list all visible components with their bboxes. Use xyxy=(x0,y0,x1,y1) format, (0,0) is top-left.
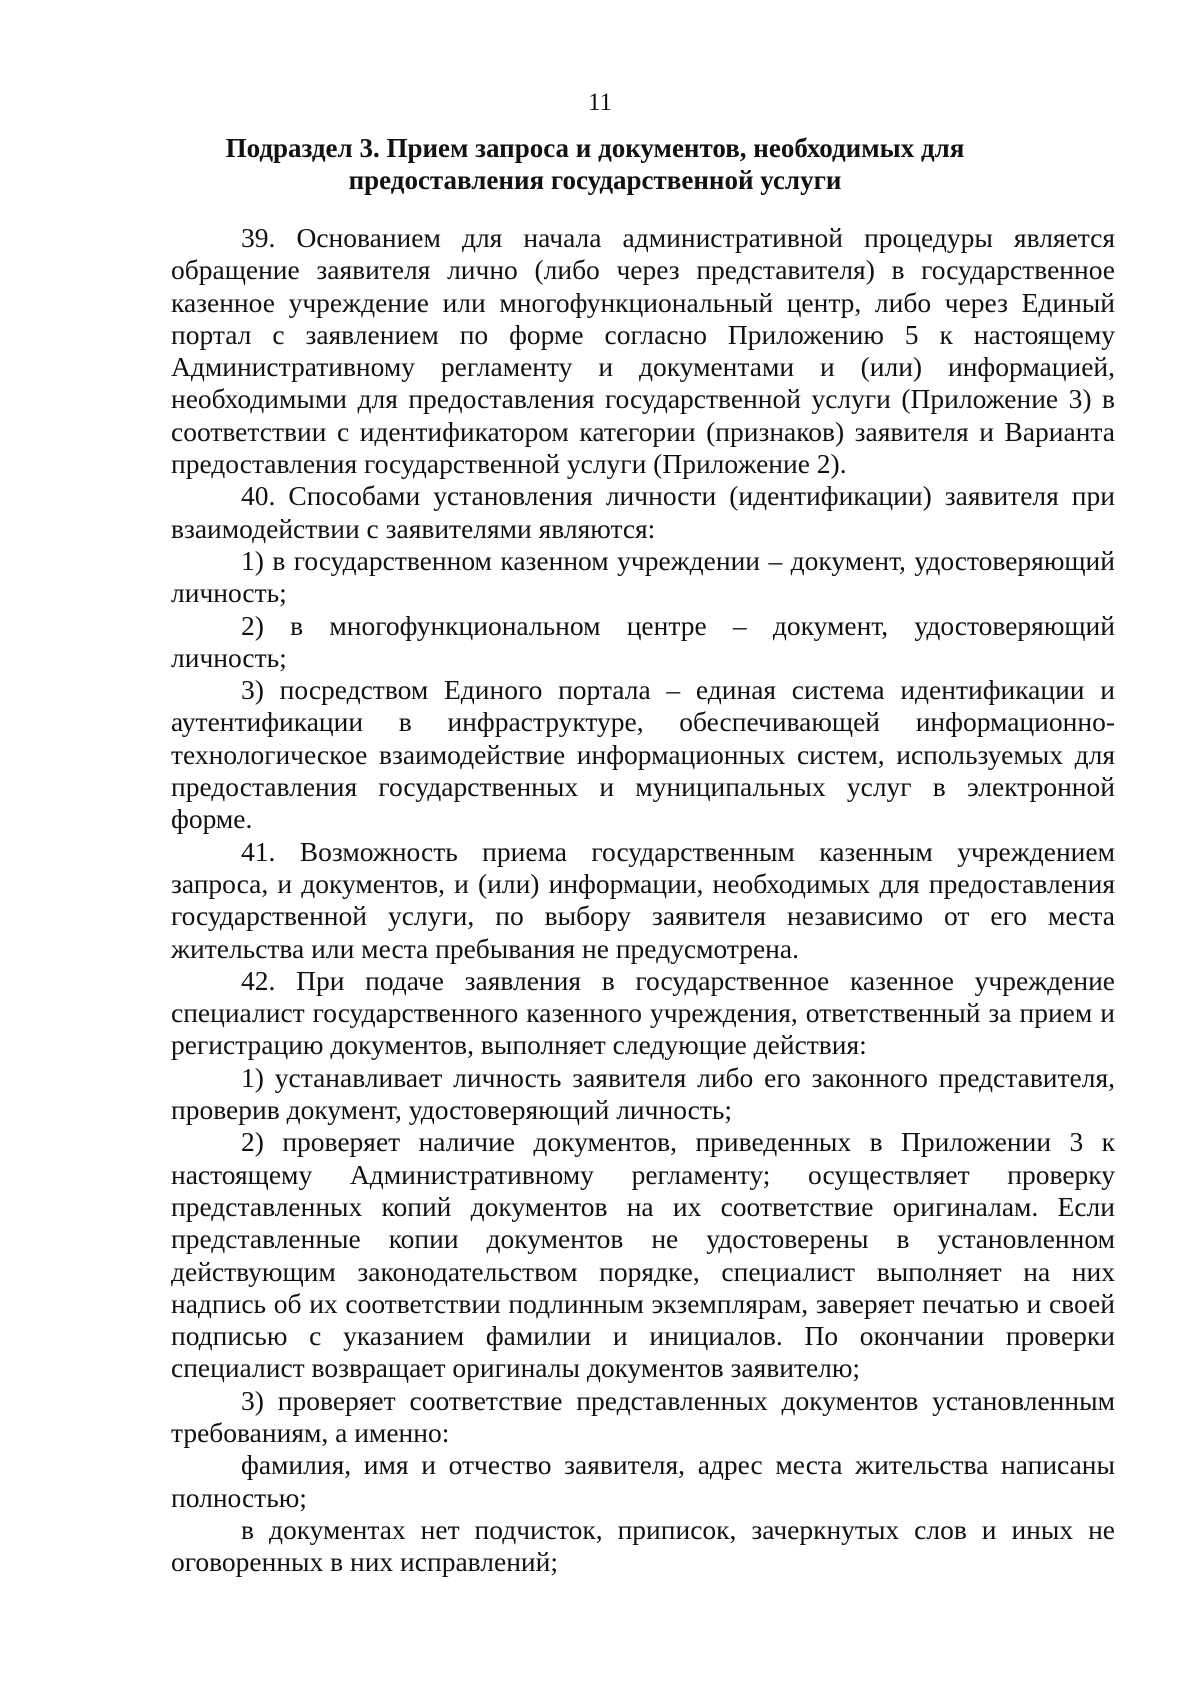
paragraph-42-item-2: 2) проверяет наличие документов, приведенных в Приложении 3 к настоящему Административному регламенту; осуществляет проверку представленных копий документов на их соответствие оригиналам. Если представленные копии документов не удостоверены в установленном действующим законодательством порядке, специалист выполняет на них надпись об их соответствии подлинным экземплярам, заверяет печатью и своей подписью с указанием фамилии и инициалов. По окончании проверки специалист возвращает оригиналы документов заявителю; xyxy=(171,1126,1115,1384)
paragraph-42-item-3: 3) проверяет соответствие представленных документов установленным требованиям, а именно: xyxy=(171,1384,1115,1448)
paragraph-41: 41. Возможность приема государственным казенным учреждением запроса, и документов, и (или) информации, необходимых для предоставления государственной услуги, по выбору заявителя независимо от его места жительства или места пребывания не предусмотрена. xyxy=(171,835,1115,964)
paragraph-39: 39. Основанием для начала административной процедуры является обращение заявителя лично (либо через представителя) в государственное казенное учреждение или многофункциональный центр, либо через Единый портал с заявлением по форме согласно Приложению 5 к настоящему Административному регламенту и документами и (или) информацией, необходимыми для предоставления государственной услуги (Приложение 3) в соответствии с идентификатором категории (признаков) заявителя и Варианта предоставления государственной услуги (Приложение 2). xyxy=(171,222,1115,480)
document-body xyxy=(171,222,1115,1578)
requirement-full-name: фамилия, имя и отчество заявителя, адрес места жительства написаны полностью; xyxy=(171,1449,1115,1513)
paragraph-40: 40. Способами установления личности (идентификации) заявителя при взаимодействии с заявителями являются: xyxy=(171,480,1115,544)
page-number: 11 xyxy=(587,89,613,116)
paragraph-40-item-1: 1) в государственном казенном учреждении – документ, удостоверяющий личность; xyxy=(171,544,1115,609)
requirement-no-corrections: в документах нет подчисток, приписок, зачеркнутых слов и иных не оговоренных в них исправлений; xyxy=(171,1513,1115,1578)
section-heading xyxy=(220,132,970,196)
paragraph-40-item-2: 2) в многофункциональном центре – документ, удостоверяющий личность; xyxy=(171,609,1115,673)
section-heading-line-1: Подраздел 3. Прием запроса и документов, необходимых для xyxy=(225,133,965,163)
paragraph-42: 42. При подаче заявления в государственное казенное учреждение специалист государственного казенного учреждения, ответственный за прием и регистрацию документов, выполняет следующие действия: xyxy=(171,964,1115,1061)
paragraph-40-item-3: 3) посредством Единого портала – единая система идентификации и аутентификации в инфраструктуре, обеспечивающей информационно-технологическое взаимодействие информационных систем, используемых для предоставления государственных и муниципальных услуг в электронной форме. xyxy=(171,674,1115,835)
section-heading-line-2: предоставления государственной услуги xyxy=(348,165,842,195)
paragraph-42-item-1: 1) устанавливает личность заявителя либо его законного представителя, проверив документ, удостоверяющий личность; xyxy=(171,1061,1115,1126)
